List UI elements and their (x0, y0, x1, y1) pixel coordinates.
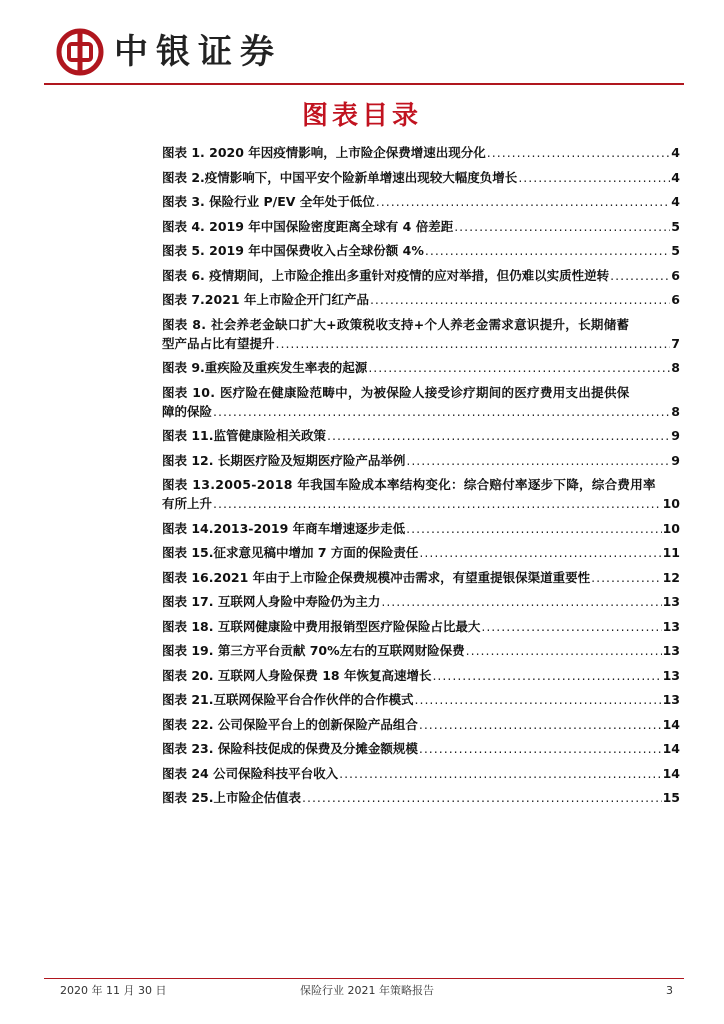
toc-entry[interactable] (162, 568, 680, 587)
toc-entry-page: 13 (662, 594, 680, 609)
toc-entry-title: 图表 15.征求意见稿中增加 7 方面的保险责任 (162, 545, 419, 560)
brand-name: 中银证券 (114, 32, 282, 72)
toc-leader-dots (518, 168, 670, 187)
toc-title: 图表目录 (301, 101, 422, 131)
toc-entry-title: 障的保险 (162, 403, 213, 419)
toc-entry[interactable] (162, 358, 680, 377)
toc-entry[interactable] (162, 739, 680, 758)
bank-of-china-logo (56, 28, 104, 76)
toc-entry-title: 图表 23. 保险科技促成的保费及分摊金额规模 (162, 741, 418, 756)
toc-leader-dots (415, 690, 662, 709)
toc-leader-dots (406, 519, 661, 538)
toc-entry-page: 13 (662, 667, 680, 683)
toc-leader-dots (213, 494, 662, 513)
toc-entry-page: 6 (671, 292, 680, 307)
toc-entry-page: 13 (662, 643, 680, 658)
toc-entry-title: 图表 22. 公司保险平台上的创新保险产品组合 (162, 716, 418, 732)
toc-entry-page: 8 (671, 403, 680, 419)
toc-entry-page: 11 (662, 545, 680, 560)
toc-entry[interactable] (162, 475, 680, 513)
toc-leader-dots (419, 543, 661, 562)
toc-entry-page: 6 (671, 267, 680, 283)
toc-entry[interactable] (162, 168, 680, 187)
toc-entry[interactable] (162, 764, 680, 783)
toc-entry-page: 7 (671, 335, 680, 351)
toc-leader-dots (213, 402, 670, 421)
toc-leader-dots (276, 334, 671, 353)
toc-entry[interactable] (162, 266, 680, 285)
toc-leader-dots (302, 788, 662, 807)
footer-page-number: 3 (666, 984, 673, 997)
toc-entry[interactable] (162, 241, 680, 260)
toc-entry-page: 5 (671, 218, 680, 234)
toc-leader-dots (454, 217, 670, 236)
toc-leader-dots (381, 592, 661, 611)
toc-entry-page: 14 (662, 741, 680, 756)
header (44, 18, 684, 78)
toc-entry-title: 图表 21.互联网保险平台合作伙伴的合作模式 (162, 692, 414, 707)
toc-entry[interactable] (162, 641, 680, 660)
toc-entry-title: 图表 5. 2019 年中国保费收入占全球份额 4% (162, 243, 424, 258)
toc-entry-title-line1: 图表 10. 医疗险在健康险范畴中，为被保险人接受诊疗期间的医疗费用支出提供保 (162, 384, 630, 400)
toc-entry-title-line1: 图表 13.2005-2018 年我国车险成本率结构变化：综合赔付率逐步下降，综合费用率 (162, 477, 656, 492)
toc-leader-dots (368, 358, 670, 377)
toc-entry-page: 8 (671, 360, 680, 375)
toc-entry-title: 图表 19. 第三方平台贡献 70%左右的互联网财险保费 (162, 643, 465, 658)
toc-leader-dots (370, 290, 670, 309)
toc-entry-title: 图表 7.2021 年上市险企开门红产品 (162, 292, 369, 307)
toc-leader-dots (419, 739, 662, 758)
toc-leader-dots (406, 451, 670, 470)
toc-entry[interactable] (162, 666, 680, 685)
toc-entry-page: 13 (662, 692, 680, 707)
toc-entry-page: 15 (662, 790, 680, 805)
toc-leader-dots (610, 266, 670, 285)
toc-leader-dots (376, 192, 671, 211)
toc-entry-title: 图表 25.上市险企估值表 (162, 790, 301, 805)
toc-leader-dots (487, 143, 671, 162)
toc-entry-title: 有所上升 (162, 496, 213, 511)
toc-entry-page: 4 (671, 169, 680, 185)
toc-entry-title: 图表 12. 长期医疗险及短期医疗险产品举例 (162, 452, 406, 468)
toc-entry[interactable] (162, 217, 680, 236)
toc-entry[interactable] (162, 143, 680, 162)
toc-entry-title: 图表 17. 互联网人身险中寿险仍为主力 (162, 594, 381, 609)
footer-divider (44, 978, 684, 979)
toc-entry-page: 4 (671, 194, 680, 209)
toc-entry[interactable] (162, 788, 680, 807)
toc-entry-page: 12 (662, 569, 680, 585)
toc-list (162, 143, 680, 813)
toc-entry[interactable] (162, 315, 680, 353)
toc-entry-title: 型产品占比有望提升 (162, 335, 275, 351)
toc-leader-dots (425, 241, 670, 260)
toc-entry-page: 14 (662, 716, 680, 732)
footer-report-title: 保险行业 2021 年策略报告 (300, 984, 434, 997)
toc-entry[interactable] (162, 592, 680, 611)
header-divider (44, 83, 684, 85)
toc-entry[interactable] (162, 192, 680, 211)
toc-entry-title: 图表 11.监管健康险相关政策 (162, 428, 326, 443)
toc-entry-title: 图表 4. 2019 年中国保险密度距离全球有 4 倍差距 (162, 218, 454, 234)
toc-entry-title: 图表 16.2021 年由于上市险企保费规模冲击需求，有望重提银保渠道重要性 (162, 569, 591, 585)
toc-entry[interactable] (162, 519, 680, 538)
toc-entry-page: 10 (662, 496, 680, 511)
toc-entry-title: 图表 20. 互联网人身险保费 18 年恢复高速增长 (162, 667, 432, 683)
toc-leader-dots (481, 617, 661, 636)
toc-entry-page: 9 (671, 452, 680, 468)
footer-date: 2020 年 11 月 30 日 (60, 984, 167, 997)
toc-entry-page: 13 (662, 618, 680, 634)
toc-entry-title: 图表 3. 保险行业 P/EV 全年处于低位 (162, 194, 375, 209)
toc-entry-page: 10 (662, 520, 680, 536)
toc-entry[interactable] (162, 383, 680, 421)
toc-entry-title: 图表 2.疫情影响下，中国平安个险新单增速出现较大幅度负增长 (162, 169, 518, 185)
toc-leader-dots (419, 715, 662, 734)
toc-entry-title: 图表 18. 互联网健康险中费用报销型医疗险保险占比最大 (162, 618, 481, 634)
toc-entry-title: 图表 9.重疾险及重疾发生率表的起源 (162, 360, 368, 375)
toc-entry[interactable] (162, 426, 680, 445)
toc-entry[interactable] (162, 715, 680, 734)
toc-leader-dots (591, 568, 661, 587)
toc-leader-dots (466, 641, 662, 660)
toc-entry[interactable] (162, 451, 680, 470)
toc-entry-title: 图表 14.2013-2019 年商车增速逐步走低 (162, 520, 406, 536)
toc-entry[interactable] (162, 543, 680, 562)
toc-entry[interactable] (162, 690, 680, 709)
toc-entry-title: 图表 1. 2020 年因疫情影响，上市险企保费增速出现分化 (162, 145, 486, 160)
toc-entry-page: 9 (671, 428, 680, 443)
toc-entry-title: 图表 24 公司保险科技平台收入 (162, 765, 339, 781)
toc-entry-title-line1: 图表 8. 社会养老金缺口扩大+政策税收支持+个人养老金需求意识提升，长期储蓄 (162, 316, 630, 332)
toc-entry-page: 4 (671, 145, 680, 160)
toc-leader-dots (327, 426, 670, 445)
toc-entry-title: 图表 6. 疫情期间，上市险企推出多重针对疫情的应对举措，但仍难以实质性逆转 (162, 267, 610, 283)
toc-entry-page: 14 (662, 765, 680, 781)
toc-entry[interactable] (162, 290, 680, 309)
toc-leader-dots (339, 764, 661, 783)
toc-entry[interactable] (162, 617, 680, 636)
toc-leader-dots (432, 666, 661, 685)
toc-entry-page: 5 (671, 243, 680, 258)
